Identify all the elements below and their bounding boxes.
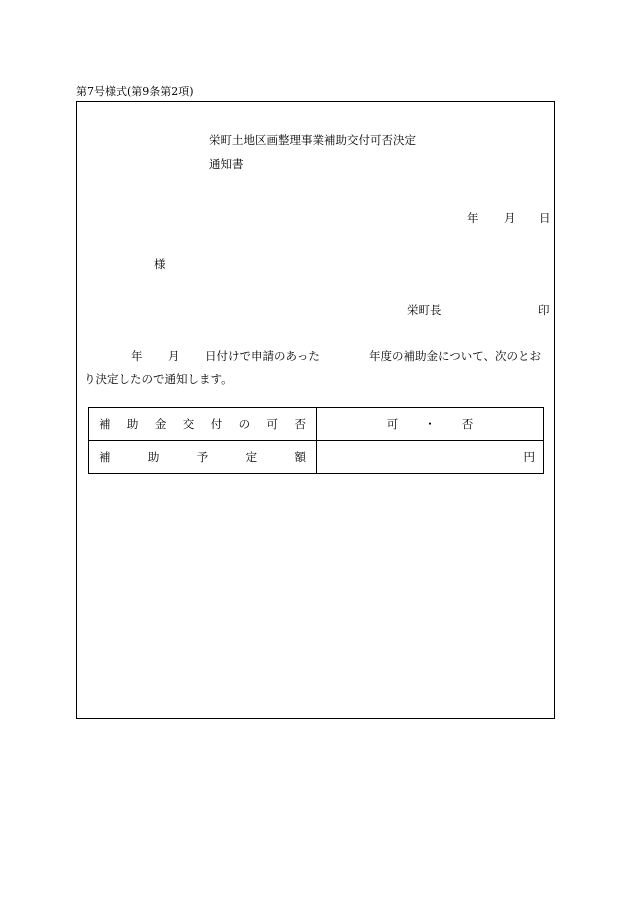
option-separator: ・ <box>424 417 436 431</box>
label-char: 定 <box>245 450 258 464</box>
addressee-honorific: 様 <box>154 257 166 271</box>
date-month-label: 月 <box>504 211 516 225</box>
approval-label-cell <box>89 408 317 441</box>
decision-table <box>88 407 544 474</box>
table-row-amount <box>89 441 544 474</box>
body-text-line-2: り決定したので通知します。 <box>84 372 233 386</box>
label-char: の <box>238 417 251 431</box>
sender-title: 栄町長 <box>407 303 442 317</box>
reject-option: 否 <box>461 417 474 431</box>
label-char: 可 <box>266 417 279 431</box>
yen-unit: 円 <box>523 450 535 464</box>
approval-value-cell <box>317 408 544 441</box>
label-char: 助 <box>126 417 139 431</box>
document-title-line-1: 栄町土地区画整理事業補助交付可否決定 <box>209 133 416 147</box>
label-char: 補 <box>99 450 111 464</box>
body-text-application: 日付けで申請のあった <box>205 349 320 363</box>
label-char: 金 <box>154 417 167 431</box>
label-char: 付 <box>210 417 223 431</box>
body-text-fiscal-year: 年度の補助金について、次のとお <box>369 349 542 363</box>
table-row-approval <box>89 408 544 441</box>
body-month-label: 月 <box>168 349 180 363</box>
seal-mark: 印 <box>538 303 550 317</box>
label-char: 助 <box>147 450 160 464</box>
date-year-label: 年 <box>467 211 479 225</box>
form-number-label: 第7号様式(第9条第2項) <box>76 85 194 98</box>
label-char: 補 <box>99 417 111 431</box>
date-day-label: 日 <box>539 211 551 225</box>
label-char: 交 <box>182 417 195 431</box>
label-char: 予 <box>196 450 209 464</box>
document-title-line-2: 通知書 <box>209 157 244 171</box>
label-char: 額 <box>294 450 306 464</box>
amount-value-cell <box>317 441 544 474</box>
amount-label-cell <box>89 441 317 474</box>
body-year-label: 年 <box>131 349 143 363</box>
approve-option: 可 <box>386 417 399 431</box>
label-char: 否 <box>294 417 306 431</box>
